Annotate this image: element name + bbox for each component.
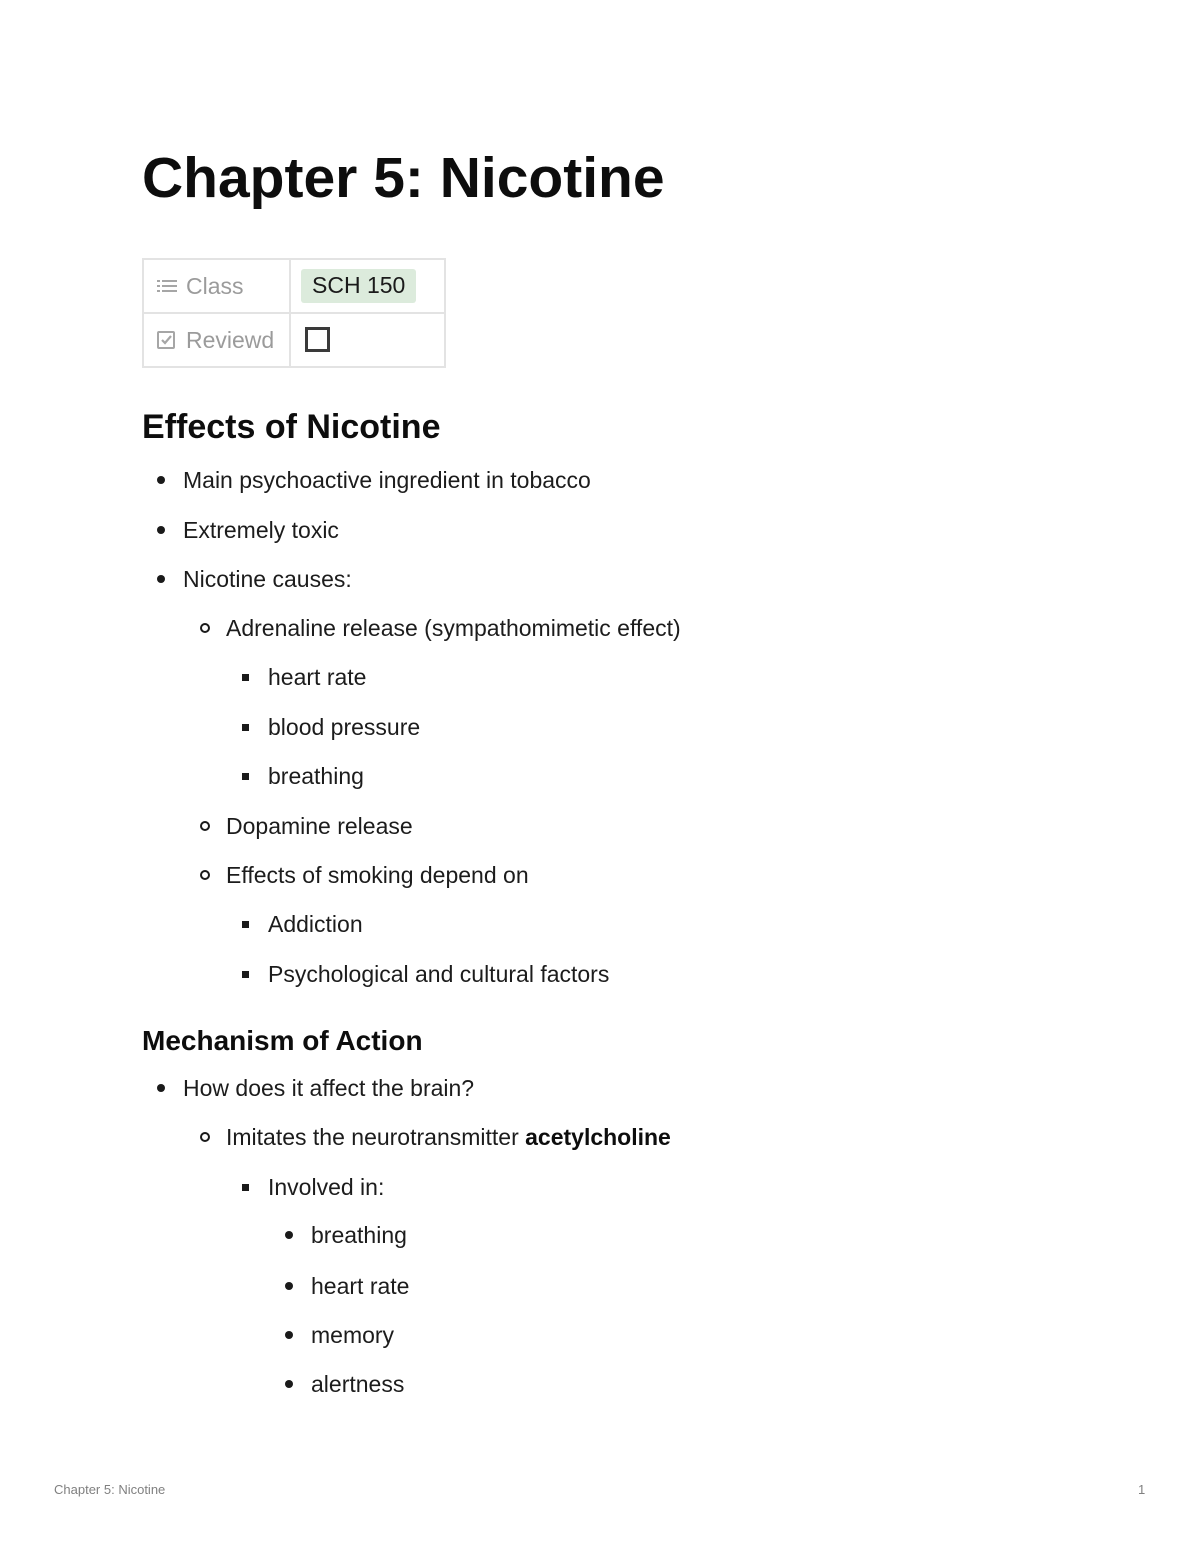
bullet-square — [242, 921, 249, 928]
bullet-square — [242, 724, 249, 731]
bullet-disc — [157, 476, 165, 484]
bullet-square — [242, 674, 249, 681]
list-item: breathing — [311, 1220, 407, 1250]
bullet-disc — [157, 575, 165, 583]
property-label-reviewed: Reviewd — [186, 326, 275, 353]
bullet-disc — [285, 1380, 293, 1388]
list-item: Nicotine causes: — [183, 564, 352, 594]
properties-table — [142, 258, 446, 368]
list-item: blood pressure — [268, 712, 420, 742]
footer-doc-name: Chapter 5: Nicotine — [54, 1482, 166, 1497]
bullet-square — [242, 971, 249, 978]
list-item: breathing — [268, 761, 364, 791]
bullet-disc — [285, 1231, 293, 1239]
bullet-square — [242, 1184, 249, 1191]
class-tag[interactable]: SCH 150 — [301, 269, 416, 303]
reviewed-checkbox[interactable] — [305, 327, 330, 352]
heading-mechanism: Mechanism of Action — [142, 1025, 423, 1056]
footer-page-number: 1 — [1138, 1482, 1146, 1497]
bullet-circle — [200, 870, 210, 880]
list-item: Main psychoactive ingredient in tobacco — [183, 465, 591, 495]
list-item: Involved in: — [268, 1172, 384, 1202]
list-item: Dopamine release — [226, 811, 413, 841]
property-label-class: Class — [186, 272, 244, 299]
page-title: Chapter 5: Nicotine — [142, 146, 665, 210]
list-icon — [156, 278, 178, 294]
property-row-class — [143, 259, 445, 313]
list-item: How does it affect the brain? — [183, 1073, 474, 1103]
bullet-disc — [285, 1282, 293, 1290]
list-item: Adrenaline release (sympathomimetic effect) — [226, 613, 681, 643]
heading-effects: Effects of Nicotine — [142, 408, 441, 446]
bullet-circle — [200, 1132, 210, 1142]
bold-term: acetylcholine — [525, 1124, 671, 1150]
list-item: heart rate — [311, 1271, 409, 1301]
list-item: Effects of smoking depend on — [226, 860, 529, 890]
list-item: Imitates the neurotransmitter acetylcholine — [226, 1122, 671, 1152]
list-item: memory — [311, 1320, 394, 1350]
property-row-reviewed — [143, 313, 445, 367]
list-item: heart rate — [268, 662, 366, 692]
bullet-circle — [200, 623, 210, 633]
bullet-disc — [285, 1331, 293, 1339]
bullet-disc — [157, 1084, 165, 1092]
bullet-disc — [157, 526, 165, 534]
checkbox-property-icon — [156, 330, 178, 350]
bullet-square — [242, 773, 249, 780]
list-item: Extremely toxic — [183, 515, 339, 545]
list-item: Addiction — [268, 909, 363, 939]
list-item: Psychological and cultural factors — [268, 959, 609, 989]
list-item: alertness — [311, 1369, 404, 1399]
bullet-circle — [200, 821, 210, 831]
